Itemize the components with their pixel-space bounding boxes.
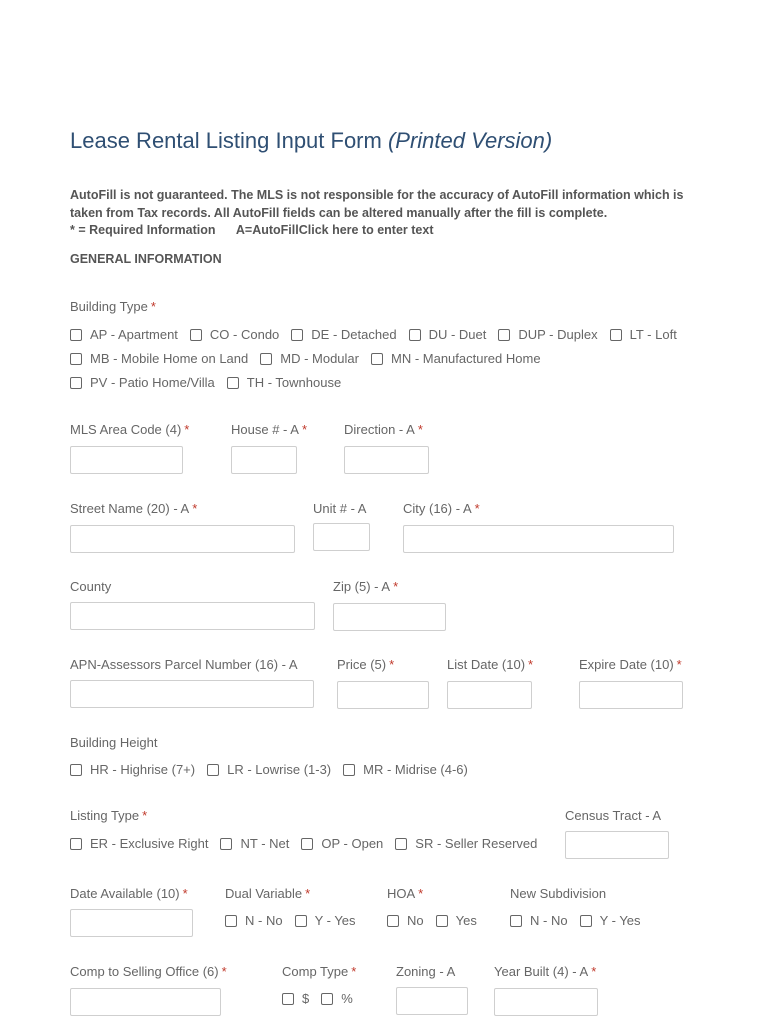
- dual-variable-row: [225, 913, 368, 928]
- new-subdivision-option[interactable]: N - No: [510, 913, 568, 928]
- checkbox[interactable]: [291, 329, 303, 341]
- checkbox[interactable]: [70, 353, 82, 365]
- listing-type-label: Listing Type *: [70, 808, 148, 823]
- new-subdivision-option[interactable]: Y - Yes: [580, 913, 641, 928]
- checkbox[interactable]: [371, 353, 383, 365]
- listing-type-option[interactable]: OP - Open: [301, 836, 383, 851]
- comp-selling-input[interactable]: [70, 988, 221, 1016]
- autofill-notice: [70, 187, 710, 240]
- listing-type-option[interactable]: SR - Seller Reserved: [395, 836, 537, 851]
- date-available-input[interactable]: [70, 909, 193, 937]
- price-input[interactable]: [337, 681, 429, 709]
- dual-variable-option[interactable]: Y - Yes: [295, 913, 356, 928]
- title-main: Lease Rental Listing Input Form: [70, 128, 382, 153]
- expire-date-input[interactable]: [579, 681, 683, 709]
- building-type-label: Building Type *: [70, 299, 156, 314]
- city-label: City (16) - A *: [403, 501, 480, 516]
- house-label: House # - A *: [231, 422, 307, 437]
- building-type-option[interactable]: DE - Detached: [291, 327, 396, 342]
- checkbox[interactable]: [395, 838, 407, 850]
- zoning-label: Zoning - A: [396, 964, 456, 979]
- expire-date-label: Expire Date (10) *: [579, 657, 682, 672]
- direction-label: Direction - A *: [344, 422, 423, 437]
- checkbox[interactable]: [225, 915, 237, 927]
- census-tract-input[interactable]: [565, 831, 669, 859]
- comp-type-option[interactable]: $: [282, 991, 309, 1006]
- checkbox[interactable]: [190, 329, 202, 341]
- building-type-option[interactable]: CO - Condo: [190, 327, 279, 342]
- title-sub: (Printed Version): [387, 128, 553, 153]
- hoa-label: HOA *: [387, 886, 424, 901]
- checkbox[interactable]: [220, 838, 232, 850]
- unit-input[interactable]: [313, 523, 370, 551]
- building-type-option[interactable]: MN - Manufactured Home: [371, 351, 541, 366]
- checkbox[interactable]: [387, 915, 399, 927]
- section-general-information: GENERAL INFORMATION: [70, 252, 222, 266]
- page-title: [70, 128, 552, 154]
- zip-input[interactable]: [333, 603, 446, 631]
- checkbox[interactable]: [295, 915, 307, 927]
- hoa-row: [387, 913, 489, 928]
- checkbox[interactable]: [260, 353, 272, 365]
- building-type-row-1: [70, 327, 689, 342]
- checkbox[interactable]: [409, 329, 421, 341]
- checkbox[interactable]: [70, 377, 82, 389]
- building-type-option[interactable]: MB - Mobile Home on Land: [70, 351, 248, 366]
- building-height-label: Building Height: [70, 735, 158, 750]
- direction-input[interactable]: [344, 446, 429, 474]
- checkbox[interactable]: [282, 993, 294, 1005]
- county-label: County: [70, 579, 112, 594]
- notice-line-2: taken from Tax records. All AutoFill fields can be altered manually after the fill is complete.: [70, 205, 608, 220]
- checkbox[interactable]: [498, 329, 510, 341]
- list-date-input[interactable]: [447, 681, 532, 709]
- dual-variable-option[interactable]: N - No: [225, 913, 283, 928]
- comp-selling-label: Comp to Selling Office (6) *: [70, 964, 227, 979]
- checkbox[interactable]: [227, 377, 239, 389]
- listing-type-row: [70, 836, 549, 851]
- building-type-option[interactable]: TH - Townhouse: [227, 375, 341, 390]
- building-type-option[interactable]: LT - Loft: [610, 327, 677, 342]
- checkbox[interactable]: [436, 915, 448, 927]
- new-subdivision-row: [510, 913, 653, 928]
- building-type-option[interactable]: DUP - Duplex: [498, 327, 597, 342]
- checkbox[interactable]: [70, 838, 82, 850]
- building-type-row-2: [70, 351, 553, 366]
- mls-area-label: MLS Area Code (4) *: [70, 422, 190, 437]
- street-label: Street Name (20) - A *: [70, 501, 198, 516]
- unit-label: Unit # - A: [313, 501, 367, 516]
- notice-line-3: * = Required Information A=AutoFillClick here to enter text: [70, 223, 434, 237]
- building-height-row: [70, 762, 480, 777]
- zip-label: Zip (5) - A *: [333, 579, 399, 594]
- building-type-option[interactable]: PV - Patio Home/Villa: [70, 375, 215, 390]
- building-height-option[interactable]: HR - Highrise (7+): [70, 762, 195, 777]
- house-input[interactable]: [231, 446, 297, 474]
- dual-variable-label: Dual Variable *: [225, 886, 311, 901]
- notice-line-1: AutoFill is not guaranteed. The MLS is not responsible for the accuracy of AutoFill information which is: [70, 188, 684, 202]
- checkbox[interactable]: [70, 329, 82, 341]
- apn-input[interactable]: [70, 680, 314, 708]
- listing-type-option[interactable]: ER - Exclusive Right: [70, 836, 208, 851]
- year-built-input[interactable]: [494, 988, 598, 1016]
- comp-type-option[interactable]: %: [321, 991, 353, 1006]
- comp-type-row: [282, 991, 365, 1006]
- checkbox[interactable]: [510, 915, 522, 927]
- street-input[interactable]: [70, 525, 295, 553]
- building-height-option[interactable]: LR - Lowrise (1-3): [207, 762, 331, 777]
- city-input[interactable]: [403, 525, 674, 553]
- price-label: Price (5) *: [337, 657, 395, 672]
- building-type-option[interactable]: DU - Duet: [409, 327, 487, 342]
- checkbox[interactable]: [301, 838, 313, 850]
- building-type-row-3: [70, 375, 353, 390]
- building-type-option[interactable]: AP - Apartment: [70, 327, 178, 342]
- list-date-label: List Date (10) *: [447, 657, 534, 672]
- checkbox[interactable]: [343, 764, 355, 776]
- checkbox[interactable]: [580, 915, 592, 927]
- checkbox[interactable]: [610, 329, 622, 341]
- hoa-option[interactable]: No: [387, 913, 424, 928]
- new-subdivision-label: New Subdivision: [510, 886, 607, 901]
- building-height-option[interactable]: MR - Midrise (4-6): [343, 762, 468, 777]
- hoa-option[interactable]: Yes: [436, 913, 477, 928]
- listing-type-option[interactable]: NT - Net: [220, 836, 289, 851]
- checkbox[interactable]: [70, 764, 82, 776]
- date-available-label: Date Available (10) *: [70, 886, 188, 901]
- census-tract-label: Census Tract - A: [565, 808, 662, 823]
- building-type-option[interactable]: MD - Modular: [260, 351, 359, 366]
- checkbox[interactable]: [207, 764, 219, 776]
- year-built-label: Year Built (4) - A *: [494, 964, 597, 979]
- comp-type-label: Comp Type *: [282, 964, 357, 979]
- checkbox[interactable]: [321, 993, 333, 1005]
- apn-label: APN-Assessors Parcel Number (16) - A: [70, 657, 298, 672]
- mls-area-input[interactable]: [70, 446, 183, 474]
- county-input[interactable]: [70, 602, 315, 630]
- zoning-input[interactable]: [396, 987, 468, 1015]
